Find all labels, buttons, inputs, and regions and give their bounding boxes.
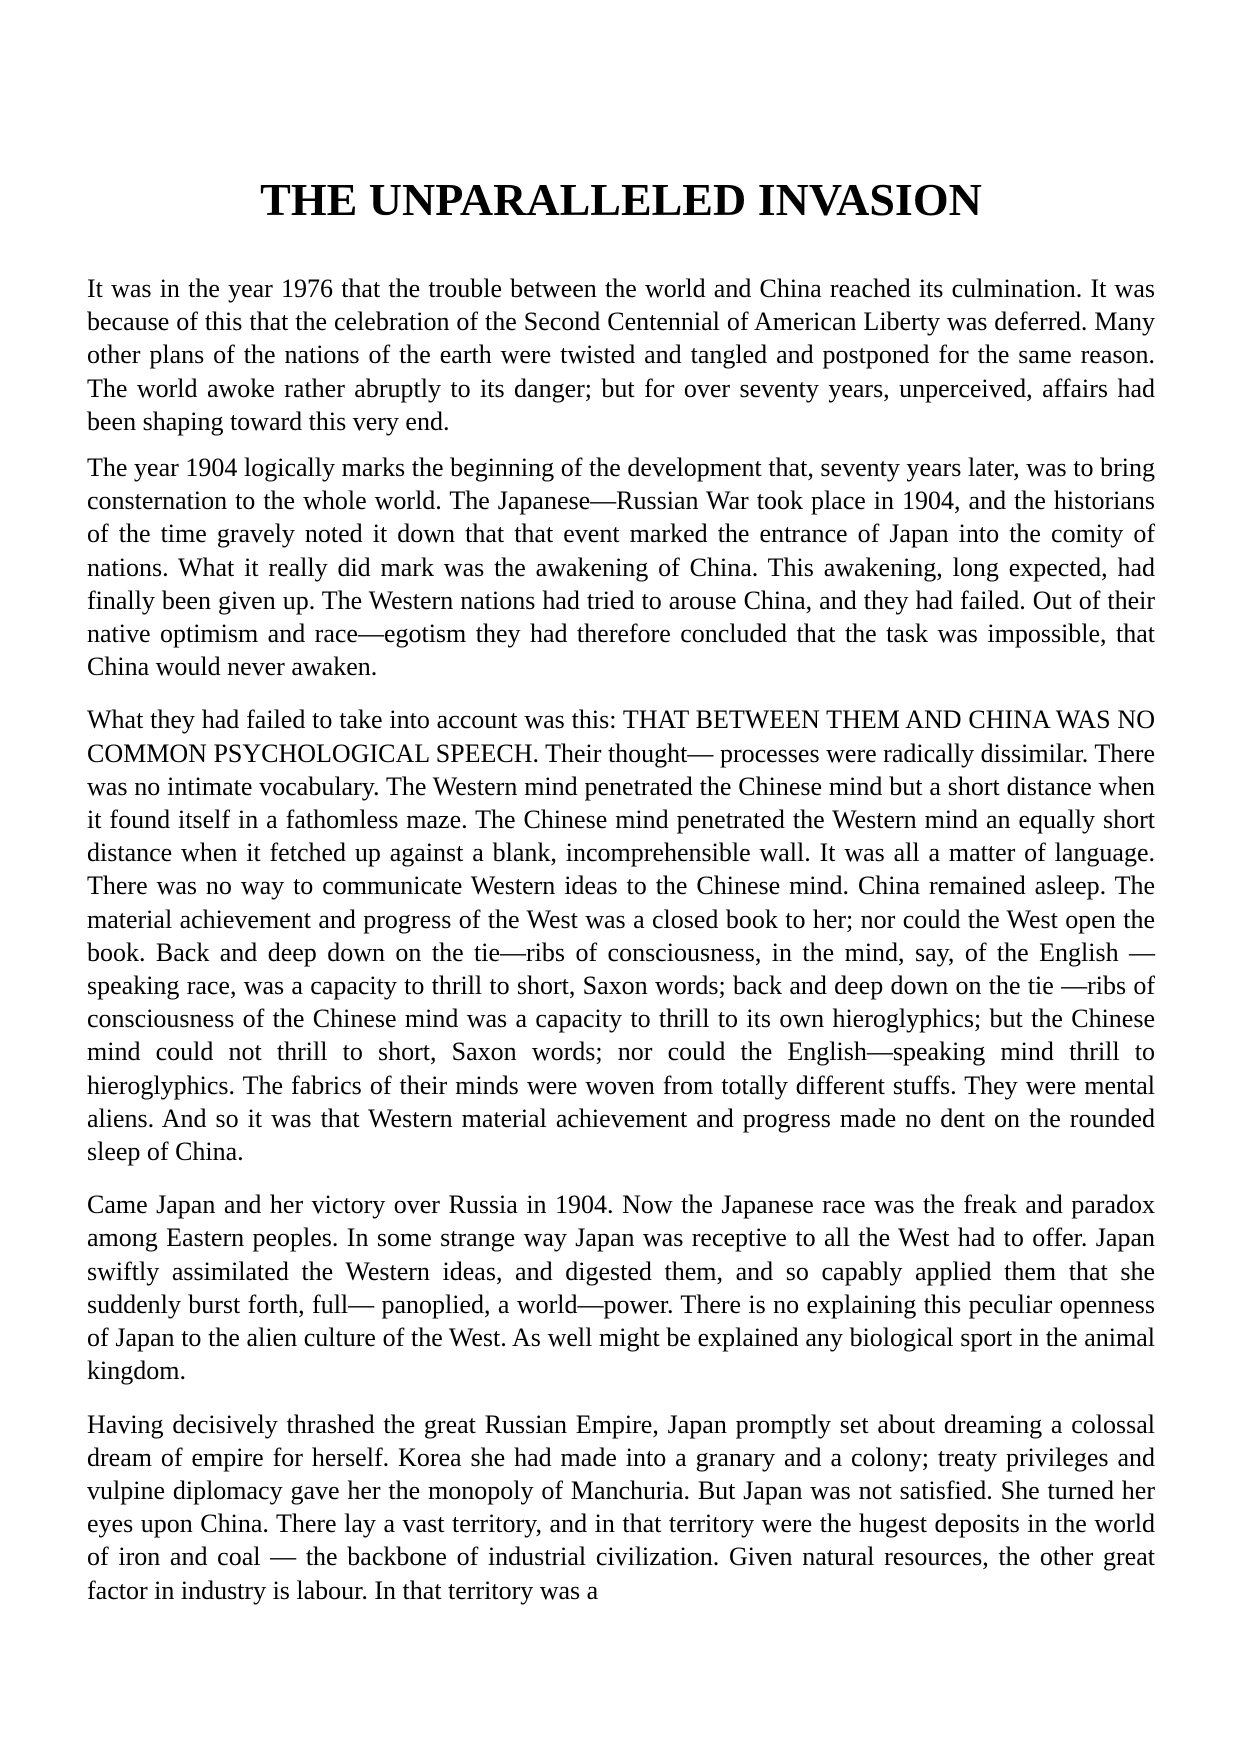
paragraph-4: Came Japan and her victory over Russia in 1904. Now the Japanese race was the freak and paradox among Eastern peoples. In some strange way Japan was receptive to all the West had to offer. Japan swiftly assimilated the Western ideas, and digested them, and so capably applied them that she suddenly burst forth, full— panoplied, a world—power. There is no explaining this peculiar openness of Japan to the alien culture of the West. As well might be explained any biological sport in the animal kingdom. bbox=[87, 1190, 1155, 1386]
paragraph-5: Having decisively thrashed the great Russian Empire, Japan promptly set about dreaming a colossal dream of empire for herself. Korea she had made into a granary and a colony; treaty privileges and vulpine diplomacy gave her the monopoly of Manchuria. But Japan was not satisfied. She turned her eyes upon China. There lay a vast territory, and in that territory were the hugest deposits in the world of iron and coal — the backbone of industrial civilization. Given natural resources, the other great factor in industry is labour. In that territory was a bbox=[87, 1409, 1155, 1605]
document-body bbox=[87, 272, 1155, 1620]
paragraph-1: It was in the year 1976 that the trouble between the world and China reached its culmination. It was because of this that the celebration of the Second Centennial of American Liberty was deferred. Many other plans of the nations of the earth were twisted and tangled and postponed for the same reason. The world awoke rather abruptly to its danger; but for over seventy years, unperceived, affairs had been shaping toward this very end. bbox=[87, 274, 1155, 436]
paragraph-3: What they had failed to take into account was this: THAT BETWEEN THEM AND CHINA WAS NO COMMON PSYCHOLOGICAL SPEECH. Their thought— processes were radically dissimilar. There was no intimate vocabulary. The Western mind penetrated the Chinese mind but a short distance when it found itself in a fathomless maze. The Chinese mind penetrated the Western mind an equally short distance when it fetched up against a blank, incomprehensible wall. It was all a matter of language. There was no way to communicate Western ideas to the Chinese mind. China remained asleep. The material achievement and progress of the West was a closed book to her; nor could the West open the book. Back and deep down on the tie—ribs of consciousness, in the mind, say, of the English —speaking race, was a capacity to thrill to short, Saxon words; back and deep down on the tie —ribs of consciousness of the Chinese mind was a capacity to thrill to its own hieroglyphics; but the Chinese mind could not thrill to short, Saxon words; nor could the English—speaking mind thrill to hieroglyphics. The fabrics of their minds were woven from totally different stuffs. They were mental aliens. And so it was that Western material achievement and progress made no dent on the rounded sleep of China. bbox=[87, 705, 1155, 1167]
document-title: THE UNPARALLELED INVASION bbox=[260, 174, 982, 225]
paragraph-2: The year 1904 logically marks the beginning of the development that, seventy years later, was to bring consternation to the whole world. The Japanese—Russian War took place in 1904, and the historians of the time gravely noted it down that that event marked the entrance of Japan into the comity of nations. What it really did mark was the awakening of China. This awakening, long expected, had finally been given up. The Western nations had tried to arouse China, and they had failed. Out of their native optimism and race—egotism they had therefore concluded that the task was impossible, that China would never awaken. bbox=[87, 453, 1155, 682]
